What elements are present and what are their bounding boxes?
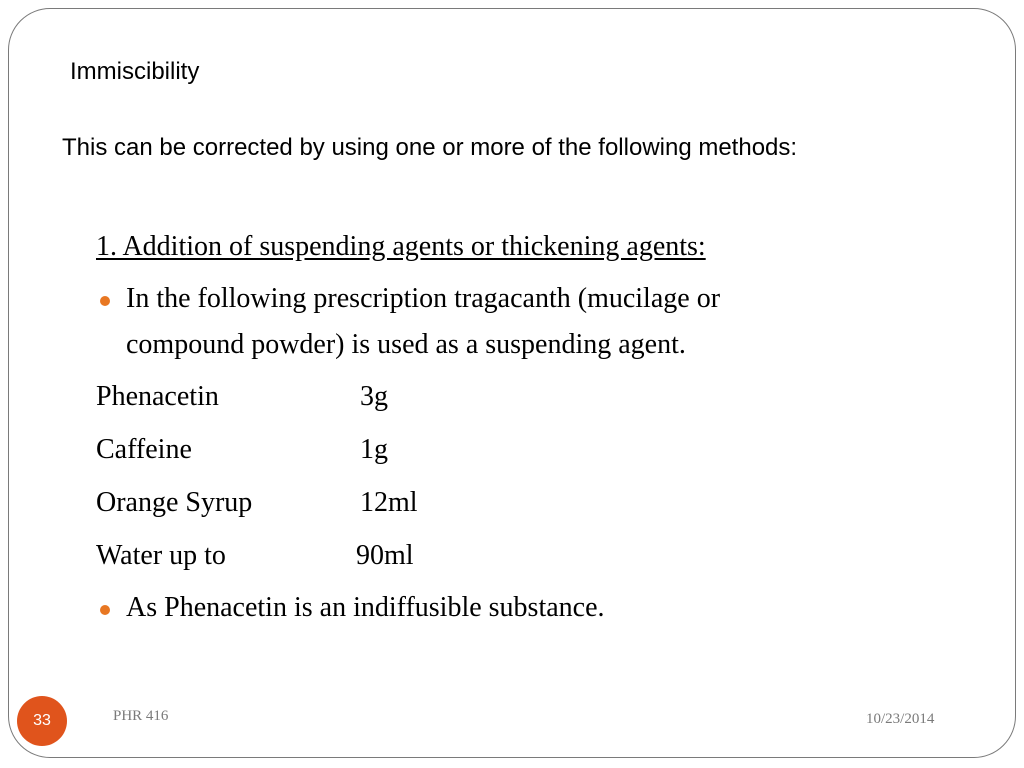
- ingredient-amount: 12ml: [360, 487, 418, 518]
- bullet-dot-icon: [100, 605, 110, 615]
- ingredient-amount: 90ml: [356, 540, 414, 571]
- section-heading: 1. Addition of suspending agents or thickening agents:: [96, 231, 706, 262]
- slide-title: Immiscibility: [70, 58, 200, 85]
- ingredient-name: Orange Syrup: [96, 487, 253, 518]
- ingredient-amount: 3g: [360, 381, 388, 412]
- bullet-text-line: In the following prescription tragacanth (mucilage or: [126, 283, 721, 314]
- ingredient-name: Phenacetin: [96, 381, 219, 412]
- bullet-text-line: As Phenacetin is an indiffusible substance.: [126, 592, 605, 623]
- footer-course: PHR 416: [113, 708, 169, 724]
- ingredient-name: Caffeine: [96, 434, 192, 465]
- slide-subtitle: This can be corrected by using one or more of the following methods:: [62, 134, 798, 161]
- ingredient-amount: 1g: [360, 434, 388, 465]
- footer-date: 10/23/2014: [866, 711, 935, 727]
- bullet-dot-icon: [100, 296, 110, 306]
- ingredient-name: Water up to: [96, 540, 226, 571]
- page-number-badge: 33: [17, 696, 67, 746]
- bullet-text-line: compound powder) is used as a suspending agent.: [126, 329, 686, 360]
